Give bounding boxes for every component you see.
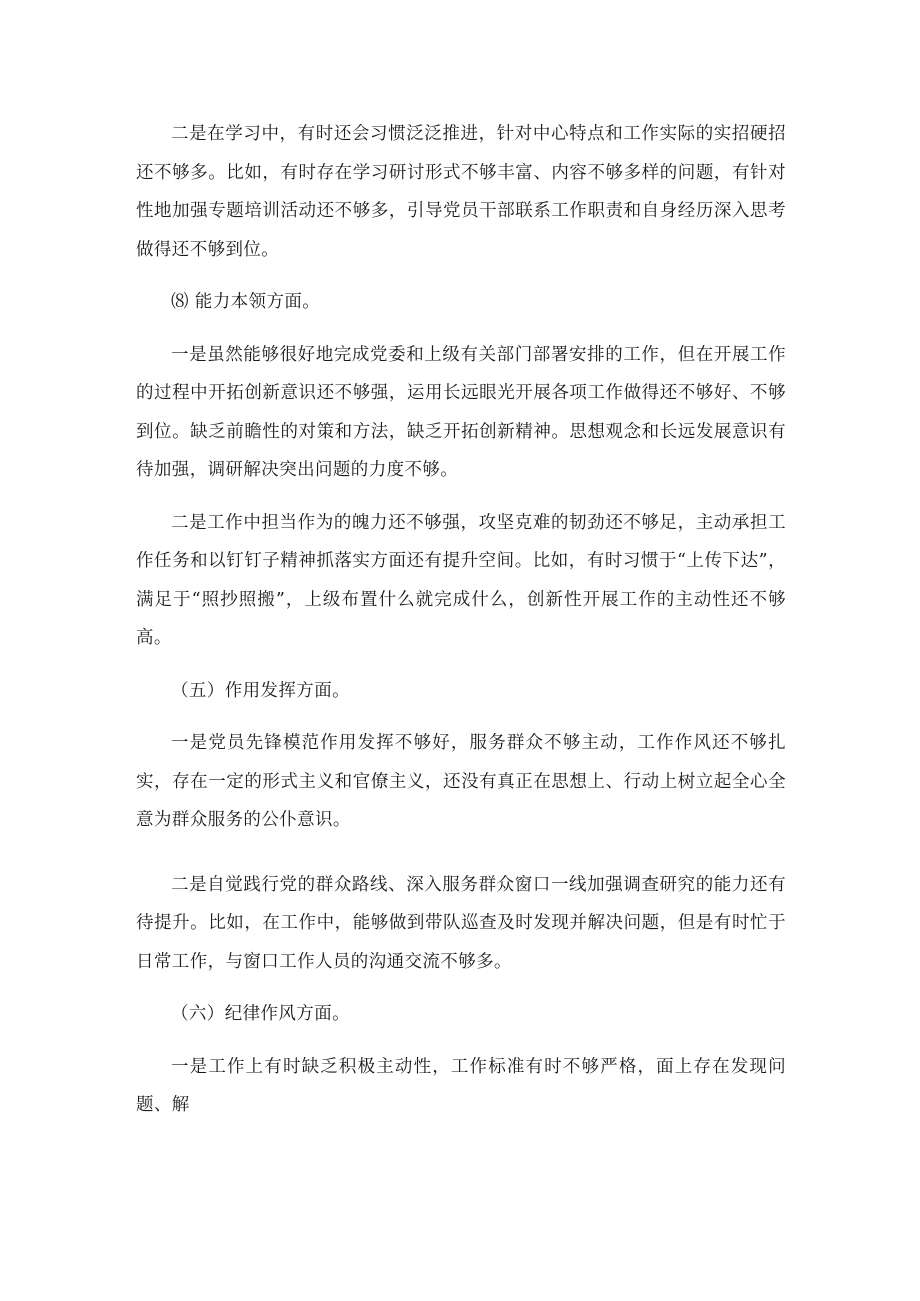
- paragraph-study-2: 二是在学习中，有时还会习惯泛泛推进，针对中心特点和工作实际的实招硬招还不够多。比如，有时存在学习研讨形式不够丰富、内容不够多样的问题，有针对性地加强专题培训活动还不够多，引导党员干部联系工作职责和自身经历深入思考做得还不够到位。: [136, 124, 786, 260]
- paragraph-discipline-1: 一是工作上有时缺乏积极主动性，工作标准有时不够严格，面上存在发现问题、解: [136, 1056, 786, 1115]
- section-heading-ability: ⑻ 能力本领方面。: [171, 292, 321, 312]
- paragraph-role-2: 二是自觉践行党的群众路线、深入服务群众窗口一线加强调查研究的能力还有待提升。比如，在工作中，能够做到带队巡查及时发现并解决问题，但是有时忙于日常工作，与窗口工作人员的沟通交流不够多。: [136, 874, 786, 972]
- section-heading-role: （五）作用发挥方面。: [171, 680, 350, 701]
- paragraph-role-1: 一是党员先锋模范作用发挥不够好，服务群众不够主动，工作作风还不够扎实，存在一定的形式主义和官僚主义，还没有真正在思想上、行动上树立起全心全意为群众服务的公仆意识。: [136, 733, 786, 830]
- paragraph-ability-2: 二是工作中担当作为的魄力还不够强，攻坚克难的韧劲还不够足，主动承担工作任务和以钉钉子精神抓落实方面还有提升空间。比如，有时习惯于“上传下达”，满足于“照抄照搬”，上级布置什么就完成什么，创新性开展工作的主动性还不够高。: [136, 512, 786, 648]
- section-heading-discipline: （六）纪律作风方面。: [171, 1004, 350, 1024]
- paragraph-ability-1: 一是虽然能够很好地完成党委和上级有关部门部署安排的工作，但在开展工作的过程中开拓创新意识还不够强，运用长远眼光开展各项工作做得还不够好、不够到位。缺乏前瞻性的对策和方法，缺乏开拓创新精神。思想观念和长远发展意识有待加强，调研解决突出问题的力度不够。: [136, 344, 786, 480]
- document-page: [136, 115, 786, 1139]
